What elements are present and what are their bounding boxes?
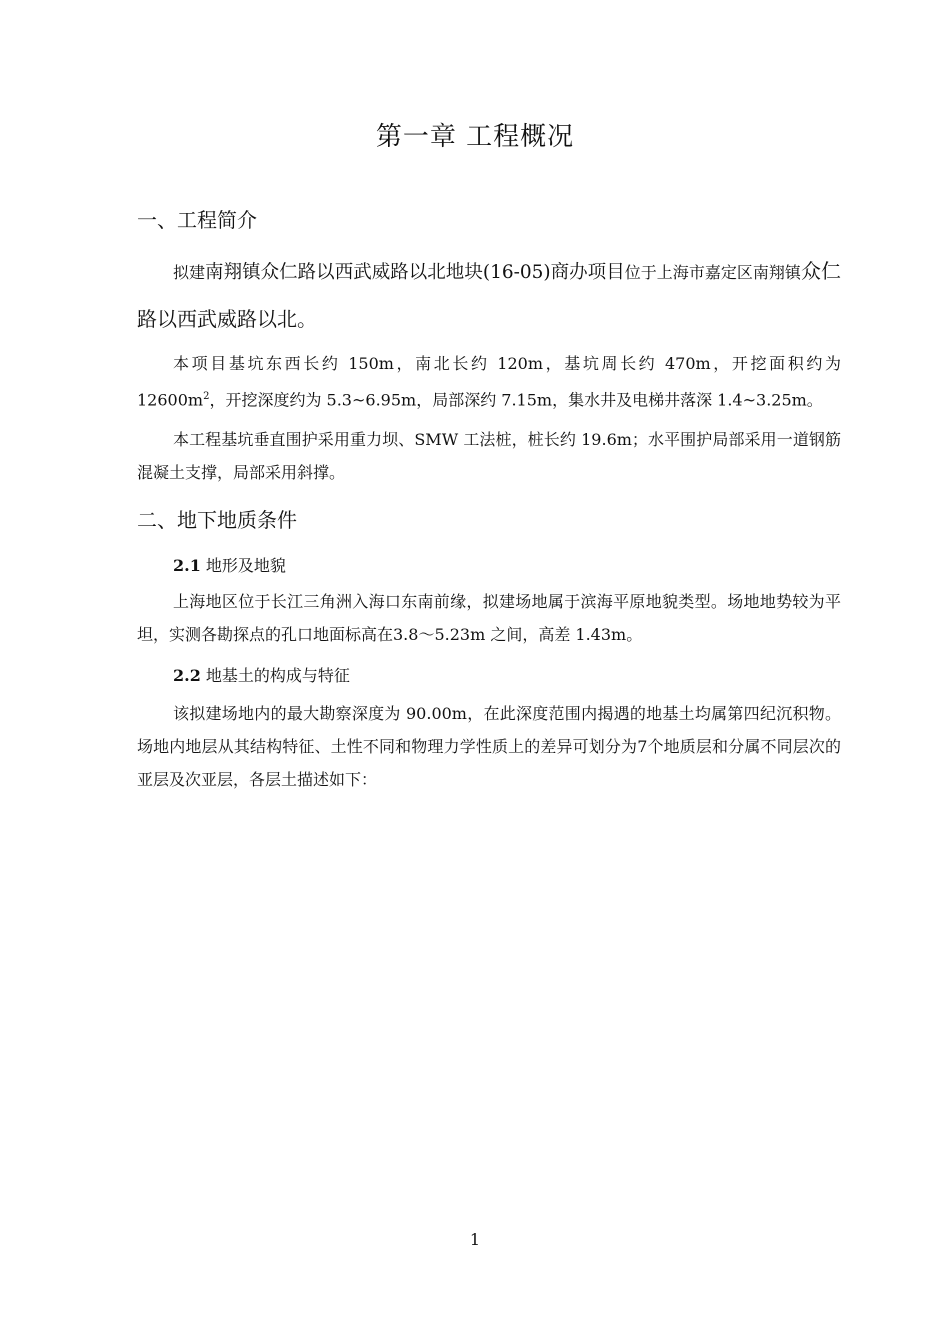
subheading-soil-title: 地基土的构成与特征	[200, 666, 350, 685]
subheading-terrain-title: 地形及地貌	[200, 556, 286, 575]
chapter-title: 第一章 工程概况	[375, 122, 575, 152]
terrain-paragraph: 上海地区位于长江三角洲入海口东南前缘，拟建场地属于滨海平原地貌类型。场地地势较为平坦，实测各勘探点的孔口地面标高在3.8～5.23m 之间，高差 1.43m。	[137, 592, 841, 644]
soil-composition-paragraph: 该拟建场地内的最大勘察深度为 90.00m，在此深度范围内揭遇的地基土均属第四纪沉积物。场地内地层从其结构特征、土性不同和物理力学性质上的差异可划分为7个地质层和分属不同层次的亚层及次亚层，各层土描述如下：	[137, 704, 841, 789]
project-location-district: 位于上海市嘉定区南翔镇	[624, 263, 801, 282]
pit-dimensions-text-a: 本项目基坑东西长约 150m，南北长约 120m，基坑周长约 470m，开挖面积约为 12600m	[137, 354, 841, 410]
area-unit-superscript: 2	[203, 391, 210, 402]
project-name: 南翔镇众仁路以西武威路以北地块(16-05)商办项目	[205, 262, 625, 283]
intro-prefix: 拟建	[173, 263, 206, 282]
pit-dimensions-paragraph	[137, 347, 841, 416]
section-heading-geology: 二、地下地质条件	[137, 508, 297, 532]
subheading-soil-number: 2.2	[173, 666, 201, 685]
section-heading-project-intro: 一、工程简介	[137, 208, 257, 232]
page-number: 1	[469, 1230, 481, 1249]
subheading-terrain-number: 2.1	[173, 556, 201, 575]
subheading-soil-composition	[173, 663, 350, 686]
project-location-roads: 众仁路以西武威路以北。	[137, 259, 841, 331]
subheading-terrain	[173, 553, 286, 576]
pit-dimensions-text-b: ，开挖深度约为 5.3~6.95m，局部深约 7.15m，集水井及电梯井落深 1.4~3.25m。	[209, 390, 823, 410]
project-intro-paragraph	[137, 248, 841, 344]
retaining-structure-paragraph: 本工程基坑垂直围护采用重力坝、SMW 工法桩，桩长约 19.6m；水平围护局部采用一道钢筋混凝土支撑，局部采用斜撑。	[137, 430, 841, 482]
